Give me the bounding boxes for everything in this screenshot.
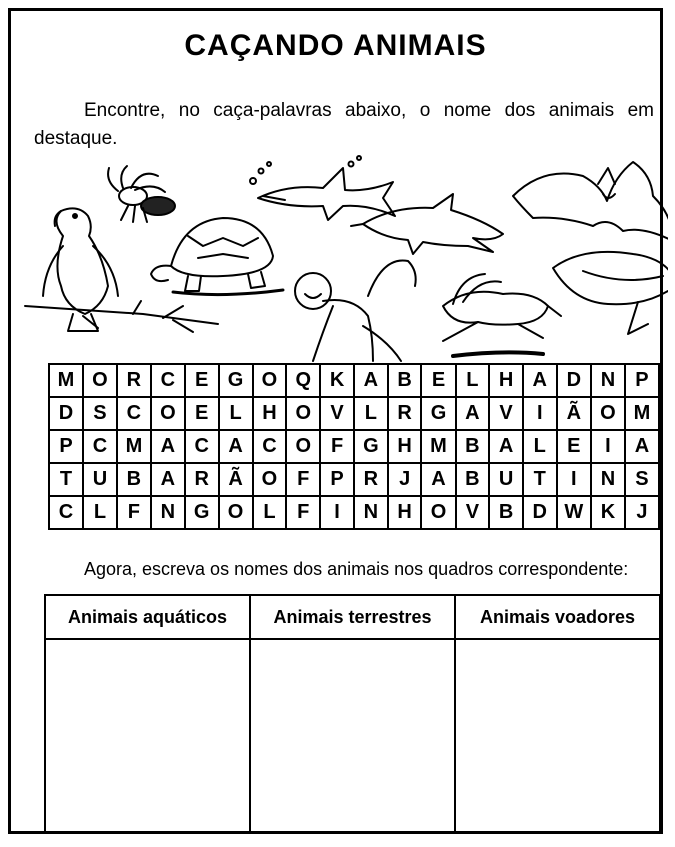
grid-row bbox=[49, 463, 659, 496]
page-title: CAÇANDO ANIMAIS bbox=[184, 29, 487, 62]
eagle-illustration bbox=[25, 208, 218, 332]
grid-letter[interactable]: T bbox=[523, 463, 557, 496]
grid-letter[interactable]: B bbox=[388, 364, 422, 397]
answer-cell-terrestrial[interactable] bbox=[250, 639, 455, 833]
grid-letter[interactable]: D bbox=[557, 364, 591, 397]
grid-letter[interactable]: A bbox=[523, 364, 557, 397]
rabbit-illustration bbox=[443, 274, 561, 356]
grid-letter[interactable]: M bbox=[421, 430, 455, 463]
grid-row bbox=[49, 397, 659, 430]
dolphin-illustration bbox=[351, 194, 503, 254]
grid-letter[interactable]: B bbox=[456, 430, 490, 463]
grid-letter[interactable]: M bbox=[117, 430, 151, 463]
grid-letter[interactable]: E bbox=[185, 364, 219, 397]
answer-table bbox=[44, 594, 661, 834]
grid-letter[interactable]: K bbox=[320, 364, 354, 397]
word-search-grid bbox=[48, 363, 660, 530]
grid-letter[interactable]: U bbox=[83, 463, 117, 496]
grid-letter[interactable]: D bbox=[49, 397, 83, 430]
bat-illustration bbox=[513, 162, 668, 241]
grid-letter[interactable]: N bbox=[591, 364, 625, 397]
grid-letter[interactable]: E bbox=[185, 397, 219, 430]
grid-letter[interactable]: F bbox=[117, 496, 151, 529]
grid-letter[interactable]: C bbox=[253, 430, 287, 463]
grid-letter[interactable]: C bbox=[83, 430, 117, 463]
grid-letter[interactable]: S bbox=[625, 463, 659, 496]
header-flying: Animais voadores bbox=[455, 595, 660, 639]
grid-letter[interactable]: N bbox=[354, 496, 388, 529]
answer-instruction: Agora, escreva os nomes dos animais nos quadros correspondente: bbox=[84, 559, 629, 579]
grid-letter[interactable]: G bbox=[354, 430, 388, 463]
grid-letter[interactable]: P bbox=[625, 364, 659, 397]
grid-letter[interactable]: A bbox=[421, 463, 455, 496]
grid-letter[interactable]: L bbox=[219, 397, 253, 430]
grid-letter[interactable]: F bbox=[320, 430, 354, 463]
grid-letter[interactable]: O bbox=[151, 397, 185, 430]
shark-illustration bbox=[250, 156, 395, 220]
grid-letter[interactable]: O bbox=[83, 364, 117, 397]
grid-letter[interactable]: P bbox=[320, 463, 354, 496]
wasp-illustration bbox=[108, 166, 175, 222]
grid-letter[interactable]: P bbox=[49, 430, 83, 463]
grid-letter[interactable]: W bbox=[557, 496, 591, 529]
grid-letter[interactable]: O bbox=[286, 397, 320, 430]
grid-letter[interactable]: G bbox=[185, 496, 219, 529]
grid-letter[interactable]: K bbox=[591, 496, 625, 529]
grid-letter[interactable]: F bbox=[286, 463, 320, 496]
grid-letter[interactable]: A bbox=[151, 463, 185, 496]
grid-letter[interactable]: M bbox=[49, 364, 83, 397]
grid-letter[interactable]: E bbox=[557, 430, 591, 463]
grid-letter[interactable]: S bbox=[83, 397, 117, 430]
grid-letter[interactable]: O bbox=[591, 397, 625, 430]
grid-letter[interactable]: Ã bbox=[557, 397, 591, 430]
grid-letter[interactable]: B bbox=[456, 463, 490, 496]
grid-row bbox=[49, 364, 659, 397]
grid-letter[interactable]: H bbox=[388, 430, 422, 463]
grid-letter[interactable]: Ã bbox=[219, 463, 253, 496]
grid-letter[interactable]: D bbox=[523, 496, 557, 529]
grid-letter[interactable]: C bbox=[151, 364, 185, 397]
grid-letter[interactable]: I bbox=[523, 397, 557, 430]
grid-letter[interactable]: M bbox=[625, 397, 659, 430]
monkey-illustration bbox=[295, 260, 416, 361]
grid-letter[interactable]: G bbox=[219, 364, 253, 397]
grid-letter[interactable]: A bbox=[151, 430, 185, 463]
header-terrestrial: Animais terrestres bbox=[250, 595, 455, 639]
grid-letter[interactable]: I bbox=[557, 463, 591, 496]
grid-letter[interactable]: V bbox=[320, 397, 354, 430]
grid-letter[interactable]: G bbox=[421, 397, 455, 430]
grid-letter[interactable]: Q bbox=[286, 364, 320, 397]
grid-letter[interactable]: A bbox=[625, 430, 659, 463]
grid-letter[interactable]: V bbox=[456, 496, 490, 529]
grid-letter[interactable]: O bbox=[253, 463, 287, 496]
grid-letter[interactable]: A bbox=[219, 430, 253, 463]
whale-illustration bbox=[553, 252, 668, 334]
header-aquatic: Animais aquáticos bbox=[45, 595, 250, 639]
grid-row bbox=[49, 496, 659, 529]
grid-letter[interactable]: N bbox=[591, 463, 625, 496]
grid-letter[interactable]: H bbox=[253, 397, 287, 430]
grid-letter[interactable]: R bbox=[185, 463, 219, 496]
grid-letter[interactable]: U bbox=[489, 463, 523, 496]
grid-letter[interactable]: F bbox=[286, 496, 320, 529]
grid-letter[interactable]: R bbox=[117, 364, 151, 397]
grid-letter[interactable]: N bbox=[151, 496, 185, 529]
grid-letter[interactable]: L bbox=[354, 397, 388, 430]
grid-letter[interactable]: O bbox=[253, 364, 287, 397]
grid-row bbox=[49, 430, 659, 463]
answer-cell-aquatic[interactable] bbox=[45, 639, 250, 833]
grid-letter[interactable]: T bbox=[49, 463, 83, 496]
grid-letter[interactable]: A bbox=[489, 430, 523, 463]
grid-letter[interactable]: L bbox=[83, 496, 117, 529]
grid-letter[interactable]: L bbox=[456, 364, 490, 397]
grid-letter[interactable]: H bbox=[388, 496, 422, 529]
grid-letter[interactable]: C bbox=[185, 430, 219, 463]
grid-letter[interactable]: O bbox=[286, 430, 320, 463]
grid-letter[interactable]: L bbox=[523, 430, 557, 463]
grid-letter[interactable]: I bbox=[320, 496, 354, 529]
grid-letter[interactable]: I bbox=[591, 430, 625, 463]
grid-letter[interactable]: R bbox=[354, 463, 388, 496]
grid-letter[interactable]: L bbox=[253, 496, 287, 529]
grid-letter[interactable]: B bbox=[117, 463, 151, 496]
grid-letter[interactable]: R bbox=[388, 397, 422, 430]
grid-letter[interactable]: O bbox=[219, 496, 253, 529]
turtle-illustration bbox=[151, 218, 283, 295]
grid-letter[interactable]: C bbox=[117, 397, 151, 430]
grid-letter[interactable]: A bbox=[354, 364, 388, 397]
instruction-text: Encontre, no caça-palavras abaixo, o nome dos animais em destaque. bbox=[34, 100, 654, 149]
grid-letter[interactable]: C bbox=[49, 496, 83, 529]
grid-letter[interactable]: H bbox=[489, 364, 523, 397]
animal-illustrations bbox=[23, 146, 668, 371]
grid-letter[interactable]: E bbox=[421, 364, 455, 397]
worksheet-frame bbox=[8, 8, 663, 834]
grid-letter[interactable]: V bbox=[489, 397, 523, 430]
grid-letter[interactable]: J bbox=[625, 496, 659, 529]
grid-letter[interactable]: B bbox=[489, 496, 523, 529]
answer-cell-flying[interactable] bbox=[455, 639, 660, 833]
grid-letter[interactable]: O bbox=[421, 496, 455, 529]
grid-letter[interactable]: A bbox=[456, 397, 490, 430]
grid-letter[interactable]: J bbox=[388, 463, 422, 496]
